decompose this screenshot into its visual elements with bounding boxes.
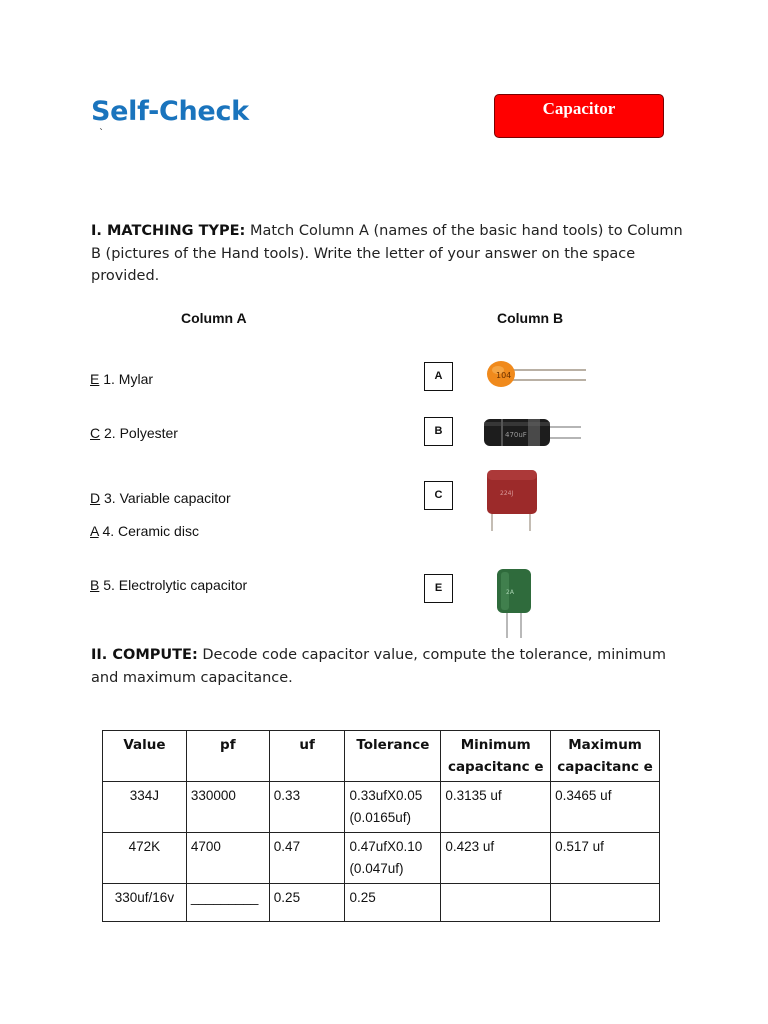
ceramic-disc-capacitor-icon: [482, 356, 590, 392]
answer-blank: B: [90, 577, 100, 593]
table-row: [103, 884, 660, 922]
matching-instructions: [91, 220, 691, 288]
letter-box-b: B: [424, 417, 453, 446]
item-label: 2. Polyester: [104, 425, 178, 441]
cell-pf: _________: [186, 884, 269, 922]
header-tolerance: Tolerance: [345, 731, 441, 782]
column-b-header: Column B: [497, 310, 564, 326]
cell-tolerance: 0.47ufX0.10 (0.047uf): [345, 833, 441, 884]
list-item: [90, 577, 247, 593]
item-label: 1. Mylar: [103, 371, 154, 387]
cell-value: 330uf/16v: [103, 884, 187, 922]
cell-maximum: 0.3465 uf: [551, 782, 660, 833]
cell-value: 472K: [103, 833, 187, 884]
cell-minimum: 0.423 uf: [441, 833, 551, 884]
svg-text:2A: 2A: [506, 589, 514, 596]
header-value: Value: [103, 731, 187, 782]
polyester-capacitor-icon: [484, 467, 540, 533]
cell-tolerance: 0.25: [345, 884, 441, 922]
svg-text:470uF: 470uF: [505, 431, 527, 439]
matching-text: Match Column A (names of the basic hand tools) to Column B (pictures of the Hand tools). Write the letter of your answer on the space provided.: [91, 223, 683, 284]
table-header-row: [103, 731, 660, 782]
header-uf: uf: [269, 731, 345, 782]
compute-text: Decode code capacitor value, compute the tolerance, minimum and maximum capacitance.: [91, 647, 666, 686]
cell-maximum: [551, 884, 660, 922]
cell-value: 334J: [103, 782, 187, 833]
mylar-capacitor-icon: [493, 566, 535, 640]
letter-box-c: C: [424, 481, 453, 510]
cell-uf: 0.25: [269, 884, 345, 922]
answer-blank: C: [90, 425, 101, 441]
letter-box-a: A: [424, 362, 453, 391]
column-a-header: Column A: [181, 310, 247, 326]
item-label: 3. Variable capacitor: [104, 490, 231, 506]
matching-heading: I. MATCHING TYPE:: [91, 223, 246, 239]
table-row: [103, 833, 660, 884]
cell-pf: 4700: [186, 833, 269, 884]
letter-box-e: E: [424, 574, 453, 603]
electrolytic-capacitor-icon: [481, 413, 587, 453]
item-label: 4. Ceramic disc: [102, 523, 199, 539]
cell-tolerance: 0.33ufX0.05 (0.0165uf): [345, 782, 441, 833]
svg-text:224J: 224J: [500, 490, 514, 497]
compute-heading-num: II: [91, 647, 102, 663]
cell-uf: 0.47: [269, 833, 345, 884]
header-minimum: Minimum capacitanc e: [441, 731, 551, 782]
answer-blank: D: [90, 490, 101, 506]
capacitor-table: [102, 730, 660, 922]
answer-blank: E: [90, 371, 100, 387]
item-label: 5. Electrolytic capacitor: [103, 577, 248, 593]
compute-heading: . COMPUTE:: [101, 647, 198, 663]
stray-mark: `: [99, 128, 104, 139]
cell-minimum: [441, 884, 551, 922]
table-row: [103, 782, 660, 833]
cell-minimum: 0.3135 uf: [441, 782, 551, 833]
header-pf: pf: [186, 731, 269, 782]
list-item: [90, 425, 178, 441]
list-item: [90, 490, 231, 506]
compute-instructions: [91, 644, 691, 689]
topic-badge: Capacitor: [494, 94, 664, 138]
list-item: [90, 371, 153, 387]
cell-pf: 330000: [186, 782, 269, 833]
answer-blank: A: [90, 523, 99, 539]
cell-uf: 0.33: [269, 782, 345, 833]
svg-text:104: 104: [496, 371, 512, 380]
cell-maximum: 0.517 uf: [551, 833, 660, 884]
list-item: [90, 523, 199, 539]
header-maximum: Maximum capacitanc e: [551, 731, 660, 782]
page-title: Self-Check: [91, 96, 249, 127]
